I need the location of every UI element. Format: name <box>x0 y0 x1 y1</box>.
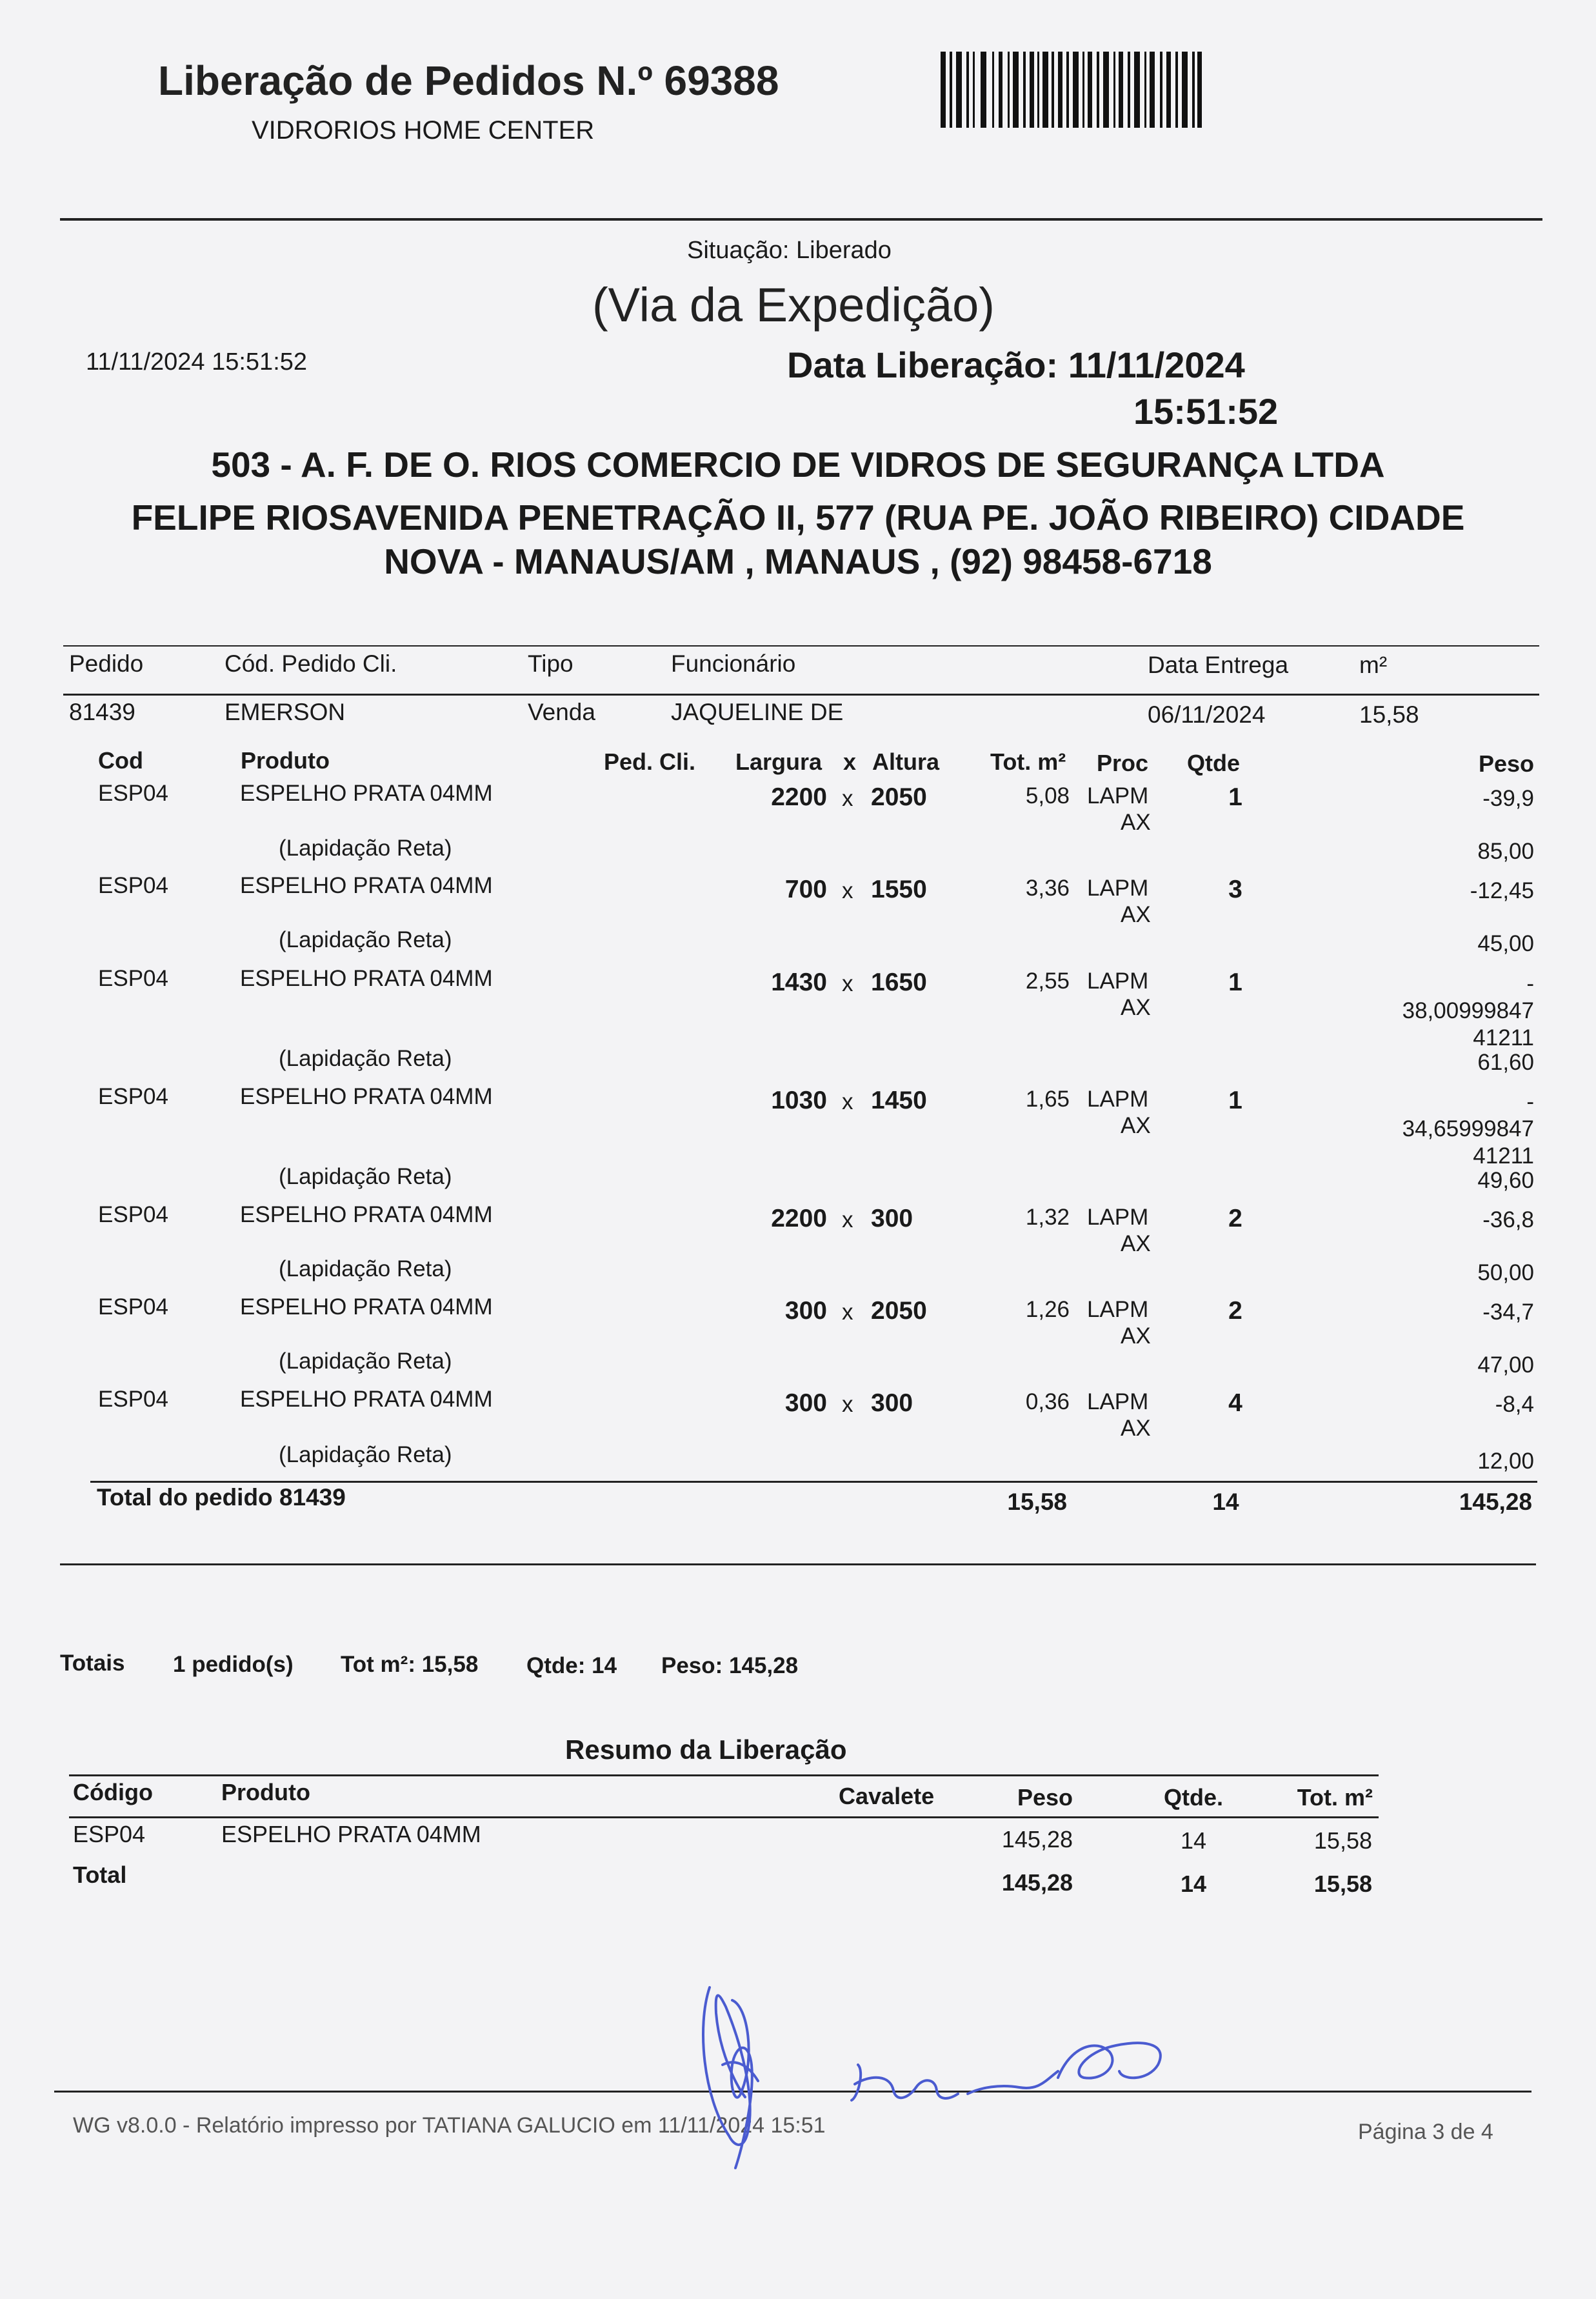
document-title: Liberação de Pedidos N.º 69388 <box>158 57 779 104</box>
order-table-top-rule <box>63 645 1539 647</box>
col-header-pedido: Pedido <box>69 650 144 677</box>
item-peso: 41211 <box>1473 1025 1534 1050</box>
totals-label: Totais <box>60 1651 125 1676</box>
totals-qtde: Qtde: 14 <box>526 1653 617 1678</box>
item-process-peso: 49,60 <box>1477 1168 1534 1193</box>
order-pedido: 81439 <box>69 699 135 725</box>
col-header-funcionario: Funcionário <box>671 650 796 677</box>
order-total-m2: 15,58 <box>1007 1489 1067 1515</box>
item-proc-line1: LAPM <box>1087 783 1149 808</box>
totals-peso: Peso: 145,28 <box>661 1653 799 1678</box>
item-produto: ESPELHO PRATA 04MM <box>240 966 493 991</box>
item-tot-m2: 5,08 <box>1025 783 1070 808</box>
item-proc-line2: AX <box>1121 810 1151 835</box>
item-peso: -39,9 <box>1482 786 1534 811</box>
summary-header-qtde: Qtde. <box>1163 1784 1223 1811</box>
summary-header-peso: Peso <box>1017 1784 1073 1811</box>
item-tot-m2: 3,36 <box>1025 876 1070 901</box>
item-header-tot-m2: Tot. m² <box>990 748 1066 775</box>
item-header-ped-cli: Ped. Cli. <box>604 748 696 775</box>
item-process-note: (Lapidação Reta) <box>279 1442 452 1467</box>
release-time: 15:51:52 <box>1133 391 1279 432</box>
totals-m2: Tot m²: 15,58 <box>341 1652 479 1677</box>
item-process-peso: 47,00 <box>1477 1352 1534 1378</box>
print-datetime: 11/11/2024 15:51:52 <box>86 348 308 376</box>
item-cod: ESP04 <box>98 1084 168 1109</box>
item-header-cod: Cod <box>98 747 143 774</box>
item-altura: 1650 <box>871 969 927 996</box>
client-address-line1: FELIPE RIOSAVENIDA PENETRAÇÃO II, 577 (RUA PE. JOÃO RIBEIRO) CIDADE <box>131 497 1465 537</box>
company-name: VIDRORIOS HOME CENTER <box>252 116 595 145</box>
item-x: x <box>842 1300 853 1325</box>
item-altura: 2050 <box>871 783 927 811</box>
item-tot-m2: 1,65 <box>1025 1087 1070 1112</box>
item-tot-m2: 1,26 <box>1025 1297 1070 1322</box>
order-funcionario: JAQUELINE DE <box>671 699 844 725</box>
item-proc-line2: AX <box>1121 1113 1151 1138</box>
item-process-note: (Lapidação Reta) <box>279 1349 452 1374</box>
item-proc-line1: LAPM <box>1087 1087 1149 1112</box>
order-total-peso: 145,28 <box>1459 1489 1532 1515</box>
item-peso: 38,00999847 <box>1402 998 1534 1023</box>
barcode-icon <box>941 52 1202 128</box>
order-total-qtde: 14 <box>1212 1489 1239 1515</box>
item-tot-m2: 0,36 <box>1025 1389 1070 1414</box>
col-header-m2: m² <box>1359 652 1388 678</box>
item-process-peso: 85,00 <box>1477 839 1534 864</box>
summary-total-tot-m2: 15,58 <box>1313 1871 1372 1897</box>
item-proc-line2: AX <box>1121 1231 1151 1256</box>
item-largura: 1430 <box>771 969 827 996</box>
header-divider <box>60 218 1542 221</box>
item-largura: 2200 <box>771 1205 827 1232</box>
summary-total-label: Total <box>73 1862 127 1888</box>
item-qtde: 1 <box>1228 1087 1242 1114</box>
items-total-rule <box>90 1481 1537 1483</box>
client-address-line2: NOVA - MANAUS/AM , MANAUS , (92) 98458-6718 <box>384 541 1212 581</box>
item-peso: - <box>1526 1089 1534 1114</box>
summary-top-rule <box>69 1774 1379 1776</box>
item-peso: - <box>1526 971 1534 996</box>
item-largura: 2200 <box>771 783 827 811</box>
item-x: x <box>842 1207 853 1232</box>
item-qtde: 4 <box>1228 1389 1242 1417</box>
item-produto: ESPELHO PRATA 04MM <box>240 1387 493 1412</box>
item-header-produto: Produto <box>241 747 330 774</box>
item-produto: ESPELHO PRATA 04MM <box>240 1202 493 1227</box>
release-date: Data Liberação: 11/11/2024 <box>787 345 1245 385</box>
item-qtde: 1 <box>1228 969 1242 996</box>
col-header-cod-pedido-cli: Cód. Pedido Cli. <box>224 650 397 677</box>
item-peso: -34,7 <box>1482 1300 1534 1325</box>
item-tot-m2: 2,55 <box>1025 969 1070 994</box>
order-cod-pedido-cli: EMERSON <box>224 699 346 725</box>
summary-peso: 145,28 <box>1001 1826 1073 1852</box>
summary-header-tot-m2: Tot. m² <box>1297 1784 1373 1811</box>
item-x: x <box>842 878 853 903</box>
item-largura: 300 <box>784 1389 827 1417</box>
summary-header-codigo: Código <box>73 1779 153 1805</box>
item-header-peso: Peso <box>1478 750 1534 777</box>
item-altura: 2050 <box>871 1297 927 1325</box>
item-proc-line2: AX <box>1121 902 1151 927</box>
order-total-label: Total do pedido 81439 <box>97 1484 346 1511</box>
item-cod: ESP04 <box>98 1387 168 1412</box>
item-cod: ESP04 <box>98 873 168 898</box>
item-produto: ESPELHO PRATA 04MM <box>240 873 493 898</box>
item-proc-line1: LAPM <box>1087 1389 1149 1414</box>
item-altura: 1450 <box>871 1087 927 1114</box>
item-process-peso: 45,00 <box>1477 931 1534 956</box>
item-altura: 300 <box>871 1205 913 1232</box>
item-cod: ESP04 <box>98 781 168 806</box>
item-proc-line1: LAPM <box>1087 1297 1149 1322</box>
section-divider <box>60 1563 1536 1565</box>
item-process-note: (Lapidação Reta) <box>279 836 452 861</box>
item-produto: ESPELHO PRATA 04MM <box>240 781 493 806</box>
item-cod: ESP04 <box>98 1294 168 1320</box>
totals-pedidos: 1 pedido(s) <box>173 1652 294 1677</box>
item-x: x <box>842 971 853 996</box>
order-m2: 15,58 <box>1359 701 1419 728</box>
summary-header-rule <box>69 1816 1379 1818</box>
item-cod: ESP04 <box>98 966 168 991</box>
item-largura: 300 <box>784 1297 827 1325</box>
item-process-note: (Lapidação Reta) <box>279 1046 452 1071</box>
summary-title: Resumo da Liberação <box>565 1734 847 1765</box>
summary-produto: ESPELHO PRATA 04MM <box>221 1821 481 1847</box>
copy-type-title: (Via da Expedição) <box>592 278 995 332</box>
item-process-peso: 50,00 <box>1477 1260 1534 1285</box>
item-header-proc: Proc <box>1097 750 1149 776</box>
order-table-header-rule <box>63 694 1539 696</box>
item-proc-line2: AX <box>1121 1323 1151 1349</box>
summary-header-produto: Produto <box>221 1779 310 1805</box>
item-x: x <box>842 1392 853 1417</box>
item-x: x <box>842 1089 853 1114</box>
item-process-peso: 12,00 <box>1477 1449 1534 1474</box>
item-largura: 1030 <box>771 1087 827 1114</box>
summary-tot-m2: 15,58 <box>1313 1827 1372 1854</box>
order-data-entrega: 06/11/2024 <box>1148 701 1266 728</box>
summary-header-cavalete: Cavalete <box>839 1783 935 1809</box>
item-peso: 41211 <box>1473 1143 1534 1169</box>
signature-icon <box>697 1968 1213 2187</box>
item-altura: 300 <box>871 1389 913 1417</box>
item-process-note: (Lapidação Reta) <box>279 1256 452 1281</box>
item-tot-m2: 1,32 <box>1025 1205 1070 1230</box>
item-header-largura: Largura <box>735 748 823 775</box>
summary-qtde: 14 <box>1180 1827 1207 1854</box>
col-header-tipo: Tipo <box>528 650 574 677</box>
item-process-note: (Lapidação Reta) <box>279 927 452 952</box>
item-qtde: 3 <box>1228 876 1242 903</box>
client-name: 503 - A. F. DE O. RIOS COMERCIO DE VIDROS DE SEGURANÇA LTDA <box>211 445 1385 485</box>
item-x: x <box>842 786 853 811</box>
item-proc-line1: LAPM <box>1087 1205 1149 1230</box>
item-produto: ESPELHO PRATA 04MM <box>240 1084 493 1109</box>
item-process-note: (Lapidação Reta) <box>279 1164 452 1189</box>
item-header-qtde: Qtde <box>1187 750 1241 776</box>
item-peso: -12,45 <box>1470 878 1534 903</box>
summary-total-peso: 145,28 <box>1001 1869 1073 1896</box>
item-header-altura: Altura <box>872 748 940 775</box>
item-peso: -36,8 <box>1482 1207 1534 1232</box>
footer-print-info: WG v8.0.0 - Relatório impresso por TATIANA GALUCIO em 11/11/2024 15:51 <box>73 2113 826 2138</box>
col-header-data-entrega: Data Entrega <box>1148 652 1289 678</box>
item-qtde: 2 <box>1228 1205 1242 1232</box>
item-largura: 700 <box>784 876 827 903</box>
item-produto: ESPELHO PRATA 04MM <box>240 1294 493 1320</box>
item-proc-line1: LAPM <box>1087 969 1149 994</box>
item-peso: -8,4 <box>1495 1392 1534 1417</box>
item-header-x: x <box>843 748 857 775</box>
item-altura: 1550 <box>871 876 927 903</box>
item-process-peso: 61,60 <box>1477 1050 1534 1075</box>
status-text: Situação: Liberado <box>687 237 892 264</box>
order-tipo: Venda <box>528 699 595 725</box>
summary-codigo: ESP04 <box>73 1821 146 1847</box>
item-proc-line1: LAPM <box>1087 876 1149 901</box>
item-qtde: 2 <box>1228 1297 1242 1325</box>
item-proc-line2: AX <box>1121 995 1151 1020</box>
item-qtde: 1 <box>1228 783 1242 811</box>
item-peso: 34,65999847 <box>1402 1116 1534 1141</box>
item-proc-line2: AX <box>1121 1416 1151 1441</box>
footer-page-number: Página 3 de 4 <box>1358 2120 1493 2144</box>
summary-total-qtde: 14 <box>1180 1871 1207 1897</box>
item-cod: ESP04 <box>98 1202 168 1227</box>
